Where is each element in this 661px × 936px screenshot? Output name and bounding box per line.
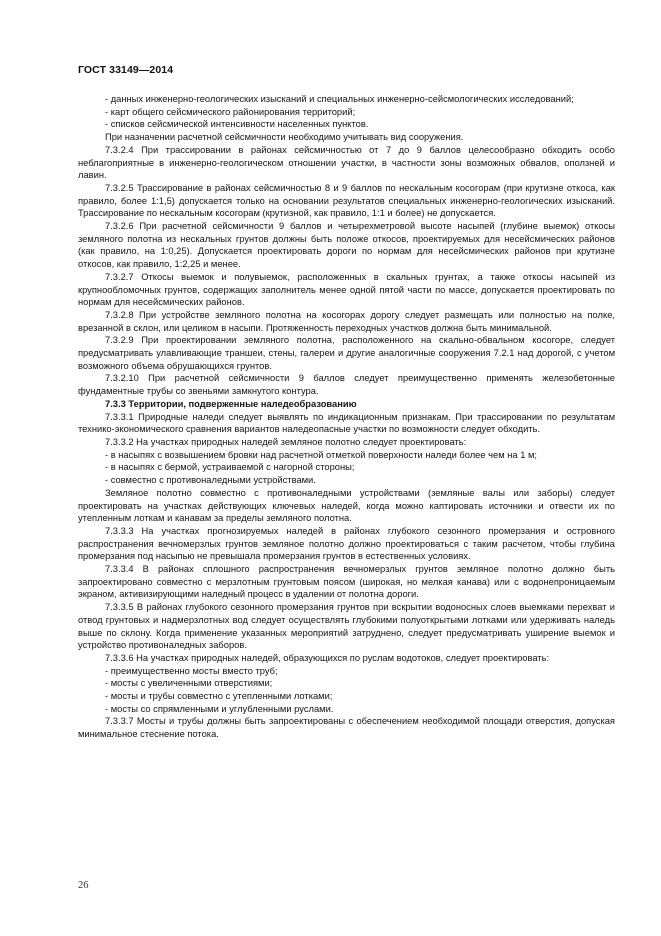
paragraph: 7.3.3.7 Мосты и трубы должны быть запроектированы с обеспечением необходимой площади отверстия, допуская минимальное стеснение потока. (78, 716, 615, 740)
list-item: - преимущественно мосты вместо труб; (105, 665, 278, 676)
list-item: - карт общего сейсмического районирования территорий; (105, 106, 356, 117)
paragraph: 7.3.2.9 При проектировании земляного полотна, расположенного на скально-обвальном косогоре, следует предусматривать улавливающие траншеи, стены, галереи и другие аналогичные сооружения 7.2.1 над дорогой, с учетом возможного объема обрушающихся грунтов. (78, 335, 615, 371)
section-heading: 7.3.3 Территории, подверженные наледеобразованию (105, 398, 357, 409)
list-item: - мосты со спрямленными и углубленными руслами. (105, 703, 334, 714)
paragraph: При назначении расчетной сейсмичности необходимо учитывать вид сооружения. (105, 132, 464, 143)
paragraph: 7.3.2.5 Трассирование в районах сейсмичностью 8 и 9 баллов по нескальным косогорам (при крутизне откоса, как правило, более 1:1,5) допускается только на основании результатов специальных инженерно-геологических изысканий. Трассирование по нескальным косогорам (крутизной, как правило, 1:1 и более) не допускается. (78, 182, 615, 219)
list-item: - списков сейсмической интенсивности населенных пунктов. (105, 119, 369, 130)
list-item: - совместно с противоналедными устройствами. (105, 475, 316, 486)
list-item: - мосты с увеличенными отверстиями; (105, 678, 273, 689)
paragraph: 7.3.3.1 Природные наледи следует выявлять по индикационным признакам. При трассировании по результатам технико-экономического сравнения вариантов наледеопасные участки по возможности следует обходить. (78, 411, 615, 435)
body-text (78, 93, 615, 741)
paragraph: Земляное полотно совместно с противоналедными устройствами (земляные валы или заборы) следует проектировать на участках действующих ключевых наледей, когда можно каптировать источники и отвести их по утепленным лоткам и канавам за пределы земляного полотна. (78, 487, 615, 524)
paragraph: 7.3.3.6 На участках природных наледей, образующихся по руслам водотоков, следует проектировать: (105, 652, 550, 663)
list-item: - в насыпях с возвышением бровки над расчетной отметкой поверхности наледи более чем на 1 м; (105, 449, 538, 460)
paragraph: 7.3.2.4 При трассировании в районах сейсмичностью от 7 до 9 баллов целесообразно обходить особо неблагоприятные в инженерно-геологическом отношении участки, в частности зоны возможных обвалов, оползней и лавин. (78, 144, 615, 181)
list-item: - мосты и трубы совместно с утепленными лотками; (105, 691, 333, 702)
list-item: - данных инженерно-геологических изысканий и специальных инженерно-сейсмологических исследований; (105, 94, 574, 104)
page-number: 26 (78, 880, 89, 891)
list-item: - в насыпях с бермой, устраиваемой с нагорной стороны; (105, 462, 355, 473)
paragraph: 7.3.2.7 Откосы выемок и полувыемок, расположенных в скальных грунтах, а также откосы насыпей из крупнообломочных грунтов, содержащих заполнитель менее одной пятой части по массе, допускается проектировать по нормам для несейсмических районов. (78, 271, 615, 308)
paragraph: 7.3.3.5 В районах глубокого сезонного промерзания грунтов при вскрытии водоносных слоев выемками перехват и отвод грунтовых и надмерзлотных вод следует осуществлять глубокими полуоткрытыми лотками или удерживать наледь выше по склону. Когда применение указанных мероприятий затруднено, следует предусматривать уширение выемок и устройство противоналедных заборов. (78, 602, 615, 651)
paragraph: 7.3.2.10 При расчетной сейсмичности 9 баллов следует преимущественно применять железобетонные фундаментные трубы со звеньями замкнутого контура. (78, 373, 615, 397)
document-header: ГОСТ 33149—2014 (78, 64, 174, 76)
paragraph: 7.3.3.4 В районах сплошного распространения вечномерзлых грунтов земляное полотно должно быть запроектировано совместно с мерзлотным грунтовым поясом (широкая, но мелкая канава) или с водонепроницаемым экраном, активизирующими наледный процесс в удалении от полотна дороги. (78, 564, 615, 600)
paragraph: 7.3.3.2 На участках природных наледей земляное полотно следует проектировать: (105, 436, 467, 447)
paragraph: 7.3.2.6 При расчетной сейсмичности 9 баллов и четырехметровой высоте насыпей (глубине выемок) откосы земляного полотна из нескальных грунтов должны быть положе откосов, проектируемых для несейсмических районов (как правило, на 1:0,25). Допускается проектировать дороги по нормам для несейсмических районов при крутизне откосов, как правило, 1:2,25 и менее. (78, 221, 615, 270)
paragraph: 7.3.3.3 На участках прогнозируемых наледей в районах глубокого сезонного промерзания и островного распространения вечномерзлых грунтов земляное полотно должно проектироваться с таким расчетом, чтобы глубина промерзания под насыпью не превышала промерзания грунтов в естественных условиях. (78, 525, 615, 562)
paragraph: 7.3.2.8 При устройстве земляного полотна на косогорах дорогу следует размещать или полностью на полке, врезанной в склон, или целиком в насыпи. Протяженность переходных участков должна быть минимальной. (78, 309, 615, 333)
